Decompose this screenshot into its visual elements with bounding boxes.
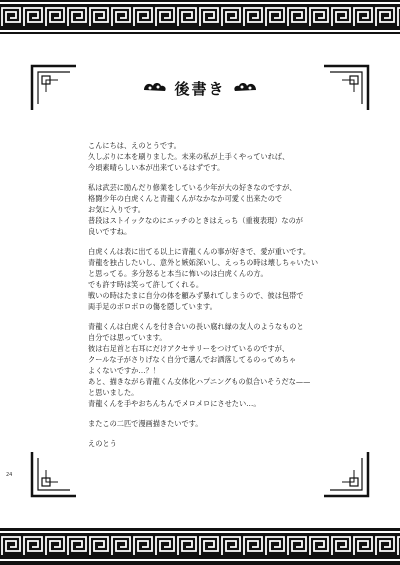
author-signature [88, 438, 348, 449]
afterword-body [88, 140, 348, 458]
text-line: こんにちは、えのとうです。 [88, 141, 181, 150]
text-line: 格闘少年の白虎くんと青龍くんがなかなか可愛く出来たので [88, 194, 283, 203]
text-line: 良いですね。 [88, 227, 132, 236]
text-line: えのとう [88, 439, 117, 448]
bottom-border-band [0, 528, 400, 565]
page-title: 後書き [174, 80, 226, 98]
text-line: よくないですか…？！ [88, 366, 160, 375]
page-number: 24 [6, 472, 13, 478]
right-cloud-ornament-icon [232, 79, 258, 98]
text-line: 今頃素晴らしい本が出来ているはずです。 [88, 163, 225, 172]
text-line: と思ってる。多分怒ると本当に怖いのは白虎くんの方。 [88, 269, 268, 278]
paragraph-characters [88, 182, 348, 237]
text-line: 戦いの時はたまに自分の体を顧みず暴れてしまうので、彼は包帯で [88, 291, 304, 300]
text-line: 青龍を独占したいし、意外と嫉妬深いし、えっちの時は壊しちゃいたい [88, 258, 319, 267]
paragraph-byakko [88, 246, 348, 312]
text-line: と思いました。 [88, 388, 139, 397]
text-line: 両手足のボロボロの傷を隠しています。 [88, 302, 217, 311]
text-line: 普段はストイックなのにエッチのときはえっち（重複表現）なのが [88, 216, 303, 225]
top-border-band [0, 0, 400, 34]
text-line: 彼は右足首と右耳にだけアクセサリーをつけているのですが、 [88, 344, 290, 353]
text-line: でも許す時は笑って許してくれる。 [88, 280, 204, 289]
afterword-heading [0, 78, 400, 99]
text-line: 久しぶりに本を刷りました。未来の私が上手くやっていれば、 [88, 152, 290, 161]
text-line: クールな子がさりげなく自分で選んでお洒落してるのってめちゃ [88, 355, 297, 364]
paragraph-seiryu [88, 321, 348, 409]
text-line: 私は武芸に励んだり修業をしている少年が大の好きなのですが、 [88, 183, 297, 192]
bottom-meander-pattern [0, 528, 400, 565]
left-cloud-ornament-icon [142, 79, 168, 98]
text-line: お気に入りです。 [88, 205, 145, 214]
top-meander-pattern [0, 0, 400, 34]
paragraph-greeting [88, 140, 348, 173]
bottom-left-corner-ornament [30, 450, 78, 498]
text-line: あと、描きながら青龍くん女体化ハプニングもの似合いそうだな—— [88, 377, 311, 386]
text-line: 青龍くんは白虎くんを付き合いの長い腐れ縁の友人のようなものと [88, 322, 304, 331]
paragraph-closing [88, 418, 348, 429]
text-line: またこの二匹で漫画描きたいです。 [88, 419, 203, 428]
text-line: 白虎くんは表に出てる以上に青龍くんの事が好きで、愛が重いです。 [88, 247, 311, 256]
text-line: 青龍くんを手やおちんちんでメロメロにさせたい…。 [88, 399, 261, 408]
text-line: 自分では思っています。 [88, 333, 167, 342]
